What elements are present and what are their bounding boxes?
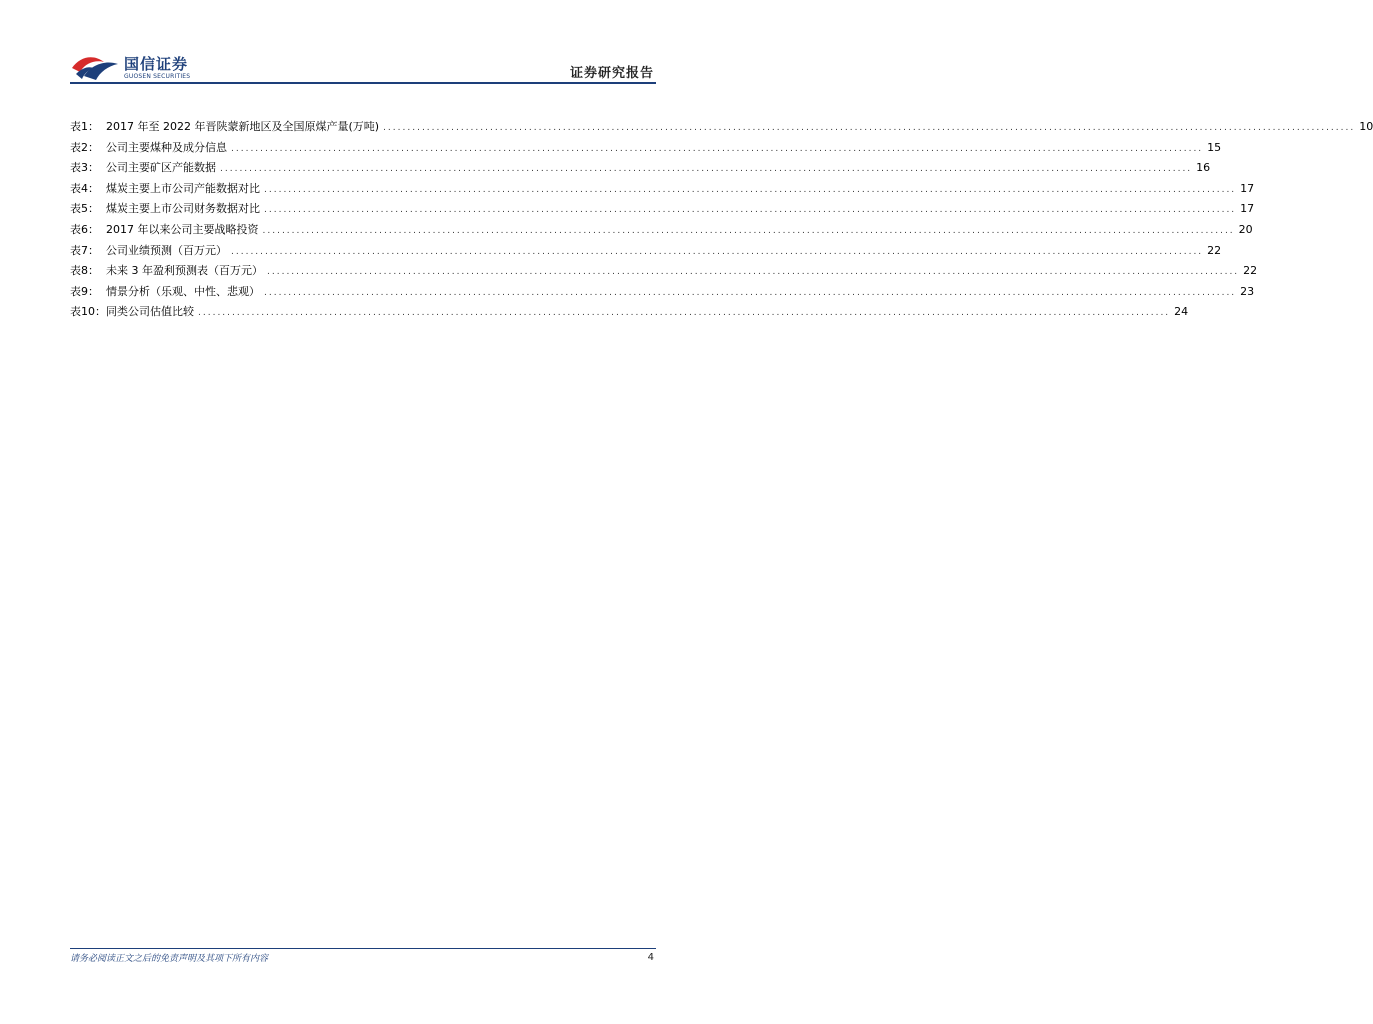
toc-leader-dots: ........................................................................................................................................................................................................ [383, 123, 1356, 133]
footer-divider [70, 948, 656, 949]
guosen-logo-icon [70, 52, 120, 82]
footer-disclaimer: 请务必阅读正文之后的免责声明及其项下所有内容 [70, 954, 269, 964]
logo-chinese-name: 国信证券 [124, 55, 189, 73]
toc-entry[interactable] [70, 117, 1373, 138]
toc-entry[interactable] [70, 302, 1189, 323]
toc-entry-page: 16 [1196, 161, 1211, 175]
toc-entry-page: 22 [1243, 264, 1258, 278]
toc-entry-title: 2017 年至 2022 年晋陕蒙新地区及全国原煤产量(万吨) [106, 120, 380, 133]
toc-entry-page: 10 [1359, 120, 1373, 133]
toc-entry-number: 表10： [70, 305, 106, 319]
toc-entry-number: 表4： [70, 181, 99, 195]
toc-entry-title: 2017 年以来公司主要战略投资 [106, 222, 259, 236]
toc-leader-dots: ........................................................................................................................................................................................................ [262, 225, 1235, 236]
toc-leader-dots: ........................................................................................................................................................................................................ [264, 184, 1237, 195]
toc-entry[interactable] [70, 282, 1255, 303]
toc-entry-number: 表8： [70, 264, 99, 278]
toc-leader-dots: ........................................................................................................................................................................................................ [264, 205, 1237, 216]
toc-entry-number: 表5： [70, 202, 99, 216]
toc-leader-dots: ........................................................................................................................................................................................................ [231, 143, 1204, 154]
toc-entry-number: 表7： [70, 243, 99, 257]
toc-entry-title: 未来 3 年盈利预测表（百万元） [106, 264, 263, 278]
toc-entry[interactable] [70, 158, 1211, 179]
toc-entry[interactable] [70, 138, 1222, 159]
toc-entry-number: 表6： [70, 222, 99, 236]
toc-entry-page: 22 [1207, 243, 1222, 257]
toc-entry-number: 表1： [70, 120, 99, 133]
toc-entry-title: 公司业绩预测（百万元） [106, 243, 227, 257]
toc-entry-page: 23 [1240, 284, 1255, 298]
toc-leader-dots: ........................................................................................................................................................................................................ [198, 308, 1171, 319]
toc-entry-title: 公司主要矿区产能数据 [106, 161, 216, 175]
toc-entry-number: 表3： [70, 161, 99, 175]
toc-entry-title: 煤炭主要上市公司产能数据对比 [106, 181, 260, 195]
toc-leader-dots: ........................................................................................................................................................................................................ [231, 246, 1204, 257]
toc-entry-title: 煤炭主要上市公司财务数据对比 [106, 202, 260, 216]
toc-entry-page: 15 [1207, 140, 1222, 154]
toc-entry-number: 表9： [70, 284, 99, 298]
toc-entry[interactable] [70, 179, 1255, 200]
header-divider [70, 82, 656, 84]
logo-english-name: GUOSEN SECURITIES [124, 73, 191, 80]
toc-entry[interactable] [70, 220, 1253, 241]
toc-entry-page: 17 [1240, 181, 1255, 195]
report-type-label: 证券研究报告 [569, 66, 654, 81]
toc-leader-dots: ........................................................................................................................................................................................................ [267, 267, 1240, 278]
toc-entry-title: 情景分析（乐观、中性、悲观） [106, 284, 260, 298]
toc-entry-title: 公司主要煤种及成分信息 [106, 140, 227, 154]
company-logo [70, 52, 210, 84]
toc-leader-dots: ........................................................................................................................................................................................................ [220, 164, 1193, 175]
page-header [0, 0, 724, 90]
toc-leader-dots: ........................................................................................................................................................................................................ [264, 287, 1237, 298]
toc-entry[interactable] [70, 241, 1222, 262]
table-of-contents [70, 117, 1373, 323]
toc-entry[interactable] [70, 261, 1258, 282]
toc-entry[interactable] [70, 199, 1255, 220]
toc-entry-page: 24 [1174, 305, 1189, 319]
toc-entry-title: 同类公司估值比较 [106, 305, 194, 319]
toc-entry-page: 20 [1238, 222, 1253, 236]
toc-entry-number: 表2： [70, 140, 99, 154]
page-number: 4 [647, 952, 654, 963]
toc-entry-page: 17 [1240, 202, 1255, 216]
